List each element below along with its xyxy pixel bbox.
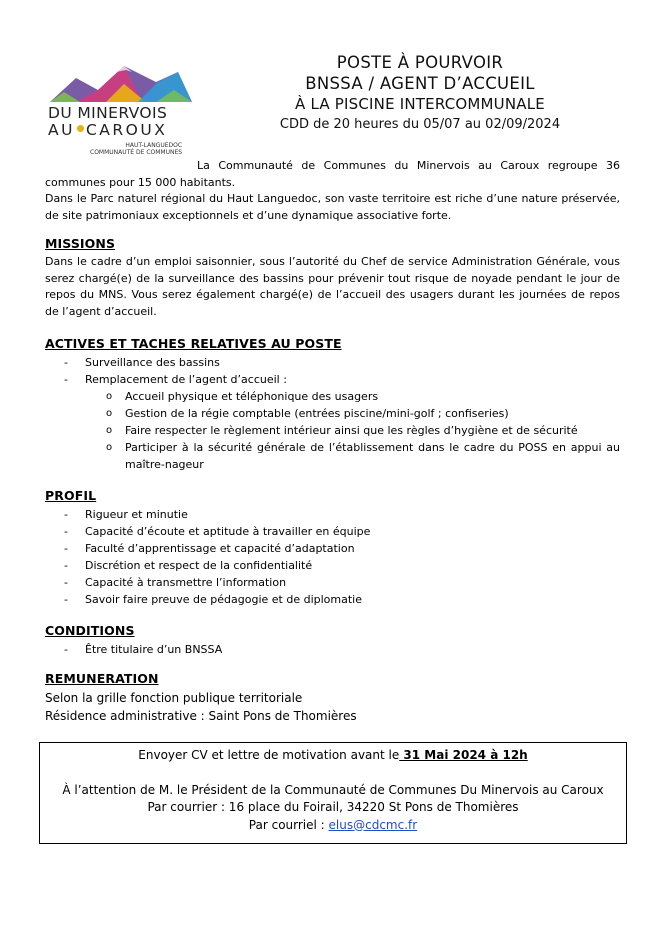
list-item: - Faculté d’apprentissage et capacité d’adaptation [64,540,620,557]
title-line-1: POSTE À POURVOIR [336,53,504,72]
intro-paragraph-1: La Communauté de Communes du Minervois au Caroux regroupe 36 communes pour 15 000 habitants. [45,159,620,189]
sub-list-item: o Accueil physique et téléphonique des usagers [85,388,620,405]
list-item: - Capacité à transmettre l’information [64,574,620,591]
logo-dot [77,125,84,132]
email-line: Par courriel : elus@cdcmc.fr [248,817,418,832]
section-title-remuneration: REMUNERATION [45,671,159,686]
section-title-profil: PROFIL [45,488,97,503]
logo-line-1: DU MINERVOIS [48,104,168,122]
email-link[interactable]: elus@cdcmc.fr [328,817,418,832]
profil-list [64,506,620,608]
logo-subtitle: HAUT-LANGUEDOC COMMUNAUTÉ DE COMMUNES [90,142,183,156]
remuneration-line-2: Résidence administrative : Saint Pons de Thomières [45,709,357,723]
list-item: - Discrétion et respect de la confidentialité [64,557,620,574]
attention-line: À l’attention de M. le Président de la Communauté de Communes Du Minervois au Caroux [62,782,604,797]
deadline: 31 Mai 2024 à 12h [399,748,528,762]
contract-line: CDD de 20 heures du 05/07 au 02/09/2024 [279,117,561,132]
section-title-missions: MISSIONS [45,236,116,251]
title-line-2: BNSSA / AGENT D’ACCUEIL [305,74,535,93]
mountain-logo-graphic [46,58,196,104]
list-item: - Rigueur et minutie [64,506,620,523]
postal-address: Par courrier : 16 place du Foirail, 34220 St Pons de Thomières [147,800,519,814]
logo [46,58,196,166]
remuneration-line-1: Selon la grille fonction publique territoriale [45,691,303,705]
missions-text: Dans le cadre d’un emploi saisonnier, sous l’autorité du Chef de service Administration Générale, vous serez chargé(e) de la surveillance des bassins pour prévenir tout risque de noyade pendant le jour de repos du MNS. Vous serez également chargé(e) de l’accueil des usagers durant les journées de repos de l’agent d’accueil. [45,255,620,318]
list-item: - Remplacement de l’agent d’accueil : o Accueil physique et téléphonique des usagers o Gestion de la régie comptable (entrées piscine/mini-golf ; confiseries) o Faire respecter le règlement intérieur ainsi que les règles d’hygiène et de sécurité o Participer à la sécurité générale de l’établissement dans le cadre du POSS en appui au maître-nageur [64,371,620,473]
title-line-3: À LA PISCINE INTERCOMMUNALE [295,95,545,113]
sub-list [85,388,620,473]
sub-list-item: o Faire respecter le règlement intérieur ainsi que les règles d’hygiène et de sécurité [85,422,620,439]
send-instruction: Envoyer CV et lettre de motivation avant le 31 Mai 2024 à 12h [138,748,528,762]
list-item: - Surveillance des bassins [64,354,620,371]
list-item: - Capacité d’écoute et aptitude à travailler en équipe [64,523,620,540]
list-item: - Savoir faire preuve de pédagogie et de diplomatie [64,591,620,608]
contact-box [39,742,627,844]
page-title [230,52,610,135]
list-item: - Être titulaire d’un BNSSA [64,641,620,658]
section-title-conditions: CONDITIONS [45,623,135,638]
intro-paragraph-2: Dans le Parc naturel régional du Haut Languedoc, son vaste territoire est riche d’une nature préservée, de site patrimoniaux exceptionnels et d’une dynamique associative forte. [45,192,620,222]
conditions-list [64,641,620,658]
sub-list-item: o Gestion de la régie comptable (entrées piscine/mini-golf ; confiseries) [85,405,620,422]
activities-list [64,354,620,473]
sub-list-item: o Participer à la sécurité générale de l’établissement dans le cadre du POSS en appui au maître-nageur [85,439,620,473]
section-title-activities: ACTIVES ET TACHES RELATIVES AU POSTE [45,336,342,351]
logo-line-2: AU CAROUX [48,121,168,139]
